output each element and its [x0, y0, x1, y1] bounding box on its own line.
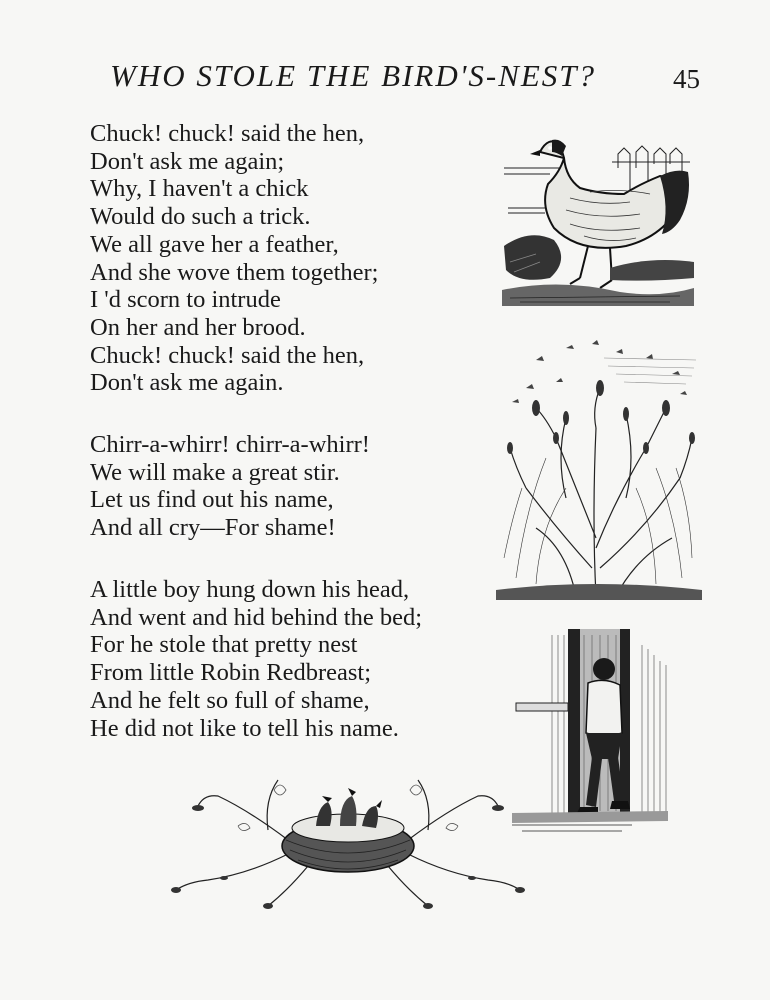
stanza-boy: [90, 576, 422, 742]
stanza-birds: [90, 431, 370, 542]
poem-line: And she wove them together;: [90, 258, 379, 286]
poem-line: Don't ask me again;: [90, 147, 285, 175]
running-head: WHO STOLE THE BIRD'S-NEST?: [110, 58, 597, 93]
poem-line: Don't ask me again.: [90, 369, 284, 397]
nest-illustration: [168, 770, 528, 920]
poem-line: And he felt so full of shame,: [90, 686, 370, 714]
poem-line: From little Robin Redbreast;: [90, 659, 372, 687]
page-number: 45: [673, 64, 700, 94]
poem-line: Would do such a trick.: [90, 203, 311, 231]
poem-line: Chirr-a-whirr! chirr-a-whirr!: [90, 431, 370, 458]
poem-line: Why, I haven't a chick: [90, 175, 309, 203]
poem-line: For he stole that pretty nest: [90, 631, 358, 659]
poem-line: Chuck! chuck! said the hen,: [90, 120, 365, 147]
boy-illustration: [512, 625, 668, 835]
poem-line: Let us find out his name,: [90, 486, 334, 514]
poem-line: A little boy hung down his head,: [90, 576, 410, 603]
poem-line: On her and her brood.: [90, 313, 306, 341]
poem-line: I 'd scorn to intrude: [90, 286, 281, 314]
bush-illustration: [496, 338, 702, 600]
hen-illustration: [500, 128, 696, 306]
poem-line: And went and hid behind the bed;: [90, 603, 423, 631]
poem-line: Chuck! chuck! said the hen,: [90, 341, 365, 369]
poem-line: We all gave her a feather,: [90, 230, 339, 258]
poem-line: He did not like to tell his name.: [90, 714, 399, 742]
stanza-hen: [90, 120, 379, 397]
poem-line: We will make a great stir.: [90, 458, 340, 486]
poem-line: And all cry—For shame!: [90, 514, 336, 542]
